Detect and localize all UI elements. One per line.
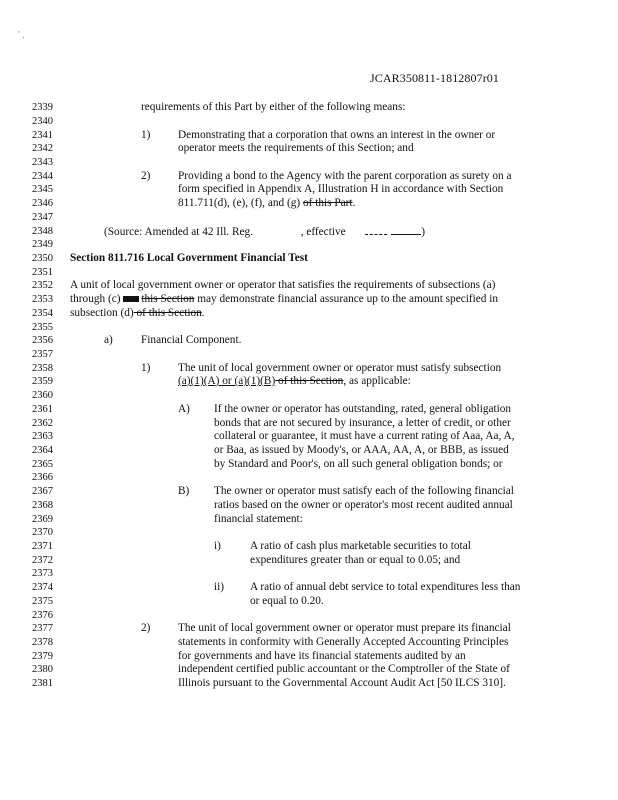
line-number: 2370 <box>32 527 53 538</box>
line-number: 2349 <box>32 239 53 250</box>
list-marker: ii) <box>214 581 225 593</box>
body-text: A unit of local government owner or operator that satisfies the requirements of subsections (a) <box>70 279 496 291</box>
line-number: 2369 <box>32 514 53 525</box>
list-marker: 2) <box>141 170 151 182</box>
line-number: 2364 <box>32 445 53 456</box>
line-number: 2357 <box>32 349 53 360</box>
line-number: 2354 <box>32 308 53 319</box>
text-span: may demonstrate financial assurance up to the amount specified in <box>194 293 499 305</box>
line-number: 2376 <box>32 610 53 621</box>
source-note <box>104 225 425 239</box>
body-text: by Standard and Poor's, on all such general obligation bonds; or <box>214 458 503 470</box>
list-marker: 2) <box>141 622 151 634</box>
line-number: 2378 <box>32 637 53 648</box>
text-span: . <box>352 197 356 209</box>
body-text: The unit of local government owner or operator must satisfy subsection <box>178 362 502 374</box>
line-number: 2377 <box>32 623 53 634</box>
body-text <box>178 197 355 210</box>
line-number: 2362 <box>32 418 53 429</box>
struck-text: of this Part <box>302 197 353 209</box>
line-number: 2379 <box>32 651 53 662</box>
line-number: 2343 <box>32 157 53 168</box>
body-text: collateral or guarantee, it must have a current rating of Aaa, Aa, A, <box>214 430 515 442</box>
body-text: form specified in Appendix A, Illustration H in accordance with Section <box>178 183 504 195</box>
line-number: 2350 <box>32 253 53 264</box>
scan-mark: ' . <box>18 30 25 41</box>
body-text <box>178 375 411 388</box>
source-text: , effective <box>300 226 346 238</box>
blank-line <box>391 225 421 235</box>
list-marker: i) <box>214 540 221 552</box>
body-text: A ratio of annual debt service to total expenditures less than <box>250 581 521 593</box>
line-number: 2368 <box>32 500 53 511</box>
list-marker: A) <box>178 403 190 415</box>
line-number: 2367 <box>32 486 53 497</box>
body-text: If the owner or operator has outstanding, rated, general obligation <box>214 403 512 415</box>
line-number: 2352 <box>32 280 53 291</box>
body-text: statements in conformity with Generally Accepted Accounting Principles <box>178 636 509 648</box>
line-number: 2356 <box>32 335 53 346</box>
body-text: for governments and have its financial statements audited by an <box>178 650 466 662</box>
body-text <box>70 307 205 320</box>
underlined-text: (a)(1)(A) or (a)(1)(B) <box>178 375 276 387</box>
line-number: 2361 <box>32 404 53 415</box>
body-text: or equal to 0.20. <box>250 595 324 607</box>
body-text: expenditures greater than or equal to 0.05; and <box>250 554 461 566</box>
line-number: 2342 <box>32 143 53 154</box>
list-marker: a) <box>104 334 113 346</box>
text-span: . <box>201 307 205 319</box>
line-number: 2340 <box>32 116 53 127</box>
line-number: 2374 <box>32 582 53 593</box>
body-text: The owner or operator must satisfy each of the following financial <box>214 485 514 497</box>
line-number: 2381 <box>32 678 53 689</box>
line-number: 2348 <box>32 226 53 237</box>
line-number: 2371 <box>32 541 53 552</box>
source-text: ) <box>421 226 426 238</box>
line-number: 2363 <box>32 431 53 442</box>
body-text: A ratio of cash plus marketable securities to total <box>250 540 471 552</box>
text-span: subsection (d) <box>70 307 134 319</box>
body-text: Illinois pursuant to the Governmental Account Audit Act [50 ILCS 310]. <box>178 677 506 689</box>
line-number: 2339 <box>32 102 53 113</box>
line-number: 2353 <box>32 294 53 305</box>
text-span: through (c) <box>70 293 124 305</box>
body-text: requirements of this Part by either of the following means: <box>141 101 406 113</box>
document-id-header: JCAR350811-1812807r01 <box>370 71 499 85</box>
body-text: financial statement: <box>214 513 303 525</box>
line-number: 2341 <box>32 130 53 141</box>
source-text: (Source: Amended at 42 Ill. Reg. <box>104 226 254 238</box>
text-span: , as applicable: <box>343 375 411 387</box>
body-text: Demonstrating that a corporation that owns an interest in the owner or <box>178 129 496 141</box>
body-text: Providing a bond to the Agency with the parent corporation as surety on a <box>178 170 512 182</box>
line-number: 2380 <box>32 664 53 675</box>
body-text: ratios based on the owner or operator's most recent audited annual <box>214 499 513 511</box>
text-span: 811.711(d), (e), (f), and (g) <box>178 197 301 209</box>
line-number: 2345 <box>32 184 53 195</box>
line-number: 2375 <box>32 596 53 607</box>
struck-text: of this Section <box>275 375 344 387</box>
list-marker: 1) <box>141 129 151 141</box>
line-number: 2359 <box>32 376 53 387</box>
line-number: 2347 <box>32 212 53 223</box>
body-text: independent certified public accountant or the Comptroller of the State of <box>178 663 510 675</box>
body-text: operator meets the requirements of this Section; and <box>178 142 414 154</box>
body-text <box>70 293 498 306</box>
redaction-mark <box>123 296 139 302</box>
line-number: 2358 <box>32 363 53 374</box>
struck-text: of this Section <box>133 307 202 319</box>
line-number: 2351 <box>32 267 53 278</box>
line-number: 2344 <box>32 171 53 182</box>
blank-line <box>365 225 387 235</box>
line-number: 2365 <box>32 459 53 470</box>
subsection-heading: Financial Component. <box>141 334 242 346</box>
line-number: 2360 <box>32 390 53 401</box>
section-heading: Section 811.716 Local Government Financial Test <box>70 252 308 264</box>
list-marker: 1) <box>141 362 151 374</box>
body-text: The unit of local government owner or operator must prepare its financial <box>178 622 511 634</box>
struck-text: this Section <box>141 293 195 305</box>
body-text: bonds that are not secured by insurance, a letter of credit, or other <box>214 417 511 429</box>
line-number: 2355 <box>32 322 53 333</box>
line-number: 2372 <box>32 555 53 566</box>
line-number: 2366 <box>32 472 53 483</box>
line-number: 2346 <box>32 198 53 209</box>
list-marker: B) <box>178 485 190 497</box>
body-text: or Baa, as issued by Moody's, or AAA, AA, A, or BBB, as issued <box>214 444 509 456</box>
line-number: 2373 <box>32 568 53 579</box>
